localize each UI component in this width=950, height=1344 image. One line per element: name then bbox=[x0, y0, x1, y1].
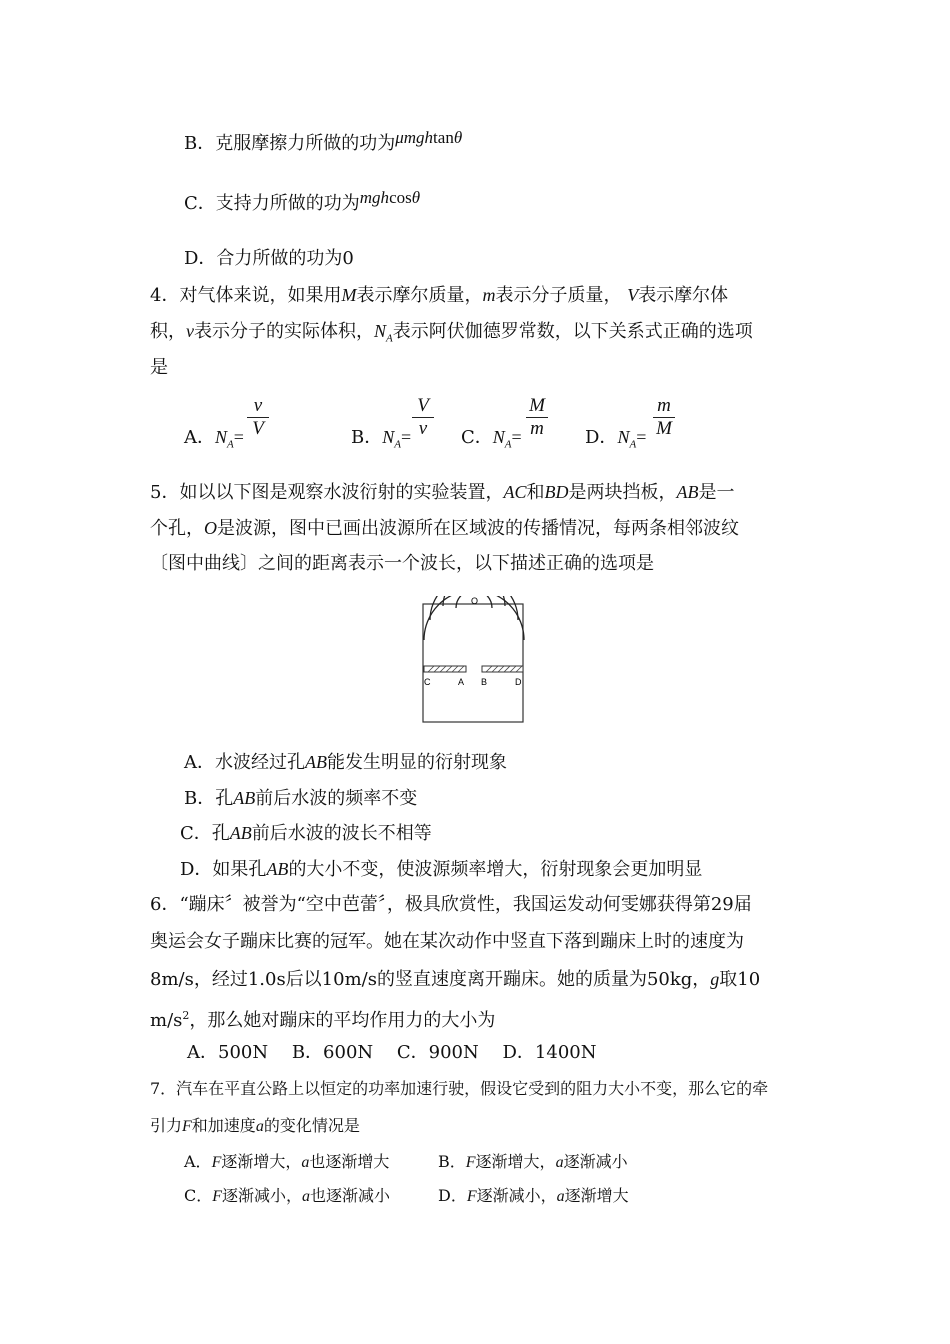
label-O: O bbox=[471, 596, 479, 606]
q7-line-1: 7．汽车在平直公路上以恒定的功率加速行驶，假设它受到的阻力大小不变，那么它的牵 bbox=[150, 1079, 769, 1098]
tank-outline bbox=[423, 604, 523, 722]
q7-option-d: D．F逐渐减小，a逐渐增大 bbox=[438, 1186, 629, 1205]
q4-a-fraction: v V bbox=[247, 396, 269, 439]
q3-c-formula: mgh bbox=[359, 188, 390, 207]
q6-line-1: 6．“蹦床〞被誉为“空中芭蕾〞，极具欣赏性，我国运发动何雯娜获得第29届 bbox=[150, 894, 752, 915]
q5-line-3: 〔图中曲线〕之间的距离表示一个波长，以下描述正确的选项是 bbox=[150, 553, 654, 574]
q6-line-3: 8m/s，经过1.0s后以10m/s的竖直速度离开蹦床。她的质量为50kg，g取10 bbox=[150, 969, 761, 990]
q4-line-3: 是 bbox=[150, 357, 168, 378]
q4-line-2: 积，v表示分子的实际体积，$N_A$表示阿伏伽德罗常数，以下关系式正确的选项 bbox=[150, 321, 753, 345]
q4-option-c: C．$N_A=$ bbox=[461, 427, 522, 451]
q7-option-c: C．F逐渐减小，a也逐渐减小 bbox=[184, 1186, 391, 1205]
q4-option-a: A．$N_A=$ bbox=[184, 427, 244, 451]
q5-option-a: A．水波经过孔AB能发生明显的衍射现象 bbox=[184, 752, 507, 773]
q4-line-1: 4．对气体来说，如果用M表示摩尔质量，m表示分子质量， V表示摩尔体 bbox=[150, 285, 729, 306]
label-C: C bbox=[424, 677, 431, 687]
q7-option-a: A．F逐渐增大，a也逐渐增大 bbox=[184, 1152, 390, 1171]
q4-b-fraction: V v bbox=[412, 396, 434, 439]
q3-option-d: D．合力所做的功为0 bbox=[184, 248, 354, 269]
q4-option-d: D．$N_A=$ bbox=[585, 427, 647, 451]
q5-option-b: B．孔AB前后水波的频率不变 bbox=[184, 788, 418, 809]
label-A: A bbox=[458, 677, 465, 687]
label-D: D bbox=[515, 677, 522, 687]
q6-options: A．500N B．600N C．900N D．1400N bbox=[187, 1042, 597, 1063]
q4-c-fraction: M m bbox=[526, 396, 548, 439]
q3-b-formula: μmgh bbox=[395, 128, 434, 147]
label-B: B bbox=[481, 677, 488, 687]
q3-option-c: C．支持力所做的功为mghcosθ bbox=[184, 188, 421, 214]
q3-option-b: B．克服摩擦力所做的功为μmghtanθ bbox=[184, 128, 463, 154]
q4-option-b: B．$N_A=$ bbox=[351, 427, 412, 451]
q5-line-1: 5．如以以下图是观察水波衍射的实验装置，AC和BD是两块挡板，AB是一 bbox=[150, 482, 735, 503]
q5-option-c: C．孔AB前后水波的波长不相等 bbox=[180, 823, 432, 844]
q7-option-b: B．F逐渐增大，a逐渐减小 bbox=[438, 1152, 628, 1171]
q6-line-2: 奥运会女子蹦床比赛的冠军。她在某次动作中竖直下落到蹦床上时的速度为 bbox=[150, 931, 744, 952]
q7-line-2: 引力F和加速度a的变化情况是 bbox=[150, 1116, 360, 1135]
wave-diffraction-figure bbox=[420, 596, 528, 726]
q6-line-4: $m/s^2$，那么她对蹦床的平均作用力的大小为 bbox=[150, 1009, 496, 1031]
q4-d-fraction: m M bbox=[653, 396, 675, 439]
q5-option-d: D．如果孔AB的大小不变，使波源频率增大，衍射现象会更加明显 bbox=[180, 859, 703, 880]
q5-line-2: 个孔，O是波源，图中已画出波源所在区域波的传播情况，每两条相邻波纹 bbox=[150, 518, 739, 539]
